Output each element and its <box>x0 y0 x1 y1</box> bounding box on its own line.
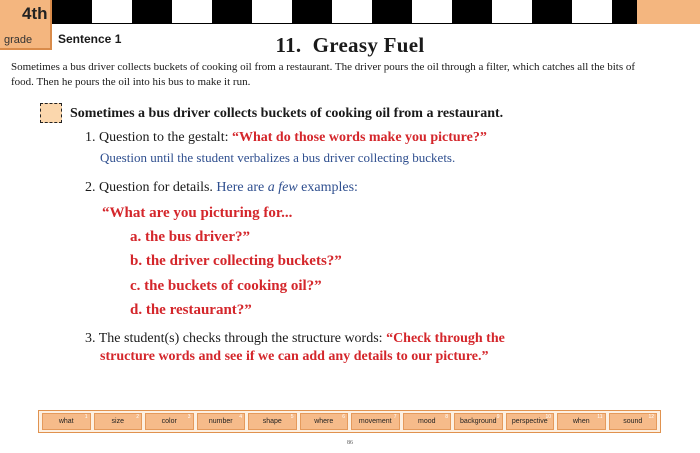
structure-word <box>557 413 606 430</box>
structure-word-number: 9 <box>496 414 500 420</box>
structure-word-label: perspective <box>511 418 548 425</box>
structure-word-label: color <box>161 418 177 425</box>
intro-paragraph: Sometimes a bus driver collects buckets of cooking oil from a restaurant. The driver pours the oil through a filter, which catches all the bits of food. Then he pours the oil into his bus to make it run. <box>11 61 636 88</box>
detail-text: the driver collecting buckets?” <box>145 253 342 269</box>
structure-word-label: what <box>58 418 74 425</box>
banner-end-block <box>636 0 700 24</box>
structure-word-label: where <box>314 418 334 425</box>
step-3-quote-line-2: structure words and see if we can add any details to our picture.” <box>100 349 489 364</box>
lead-checkbox[interactable] <box>40 103 62 123</box>
structure-word-label: mood <box>417 418 436 425</box>
structure-word-label: movement <box>358 418 392 425</box>
step-3 <box>85 331 505 347</box>
structure-word-number: 4 <box>239 414 242 420</box>
step-2-label: 2. Question for details. <box>85 180 213 195</box>
structure-word-label: background <box>459 418 497 425</box>
detail-text: the buckets of cooking oil?” <box>144 278 322 294</box>
structure-word-label: number <box>208 418 233 425</box>
structure-word <box>506 413 555 430</box>
page-title <box>0 33 700 58</box>
step-1-instruction: Question until the student verbalizes a bus driver collecting buckets. <box>100 150 456 165</box>
step-2 <box>85 180 358 196</box>
structure-word-number: 7 <box>393 414 397 420</box>
structure-word <box>197 413 246 430</box>
structure-word <box>609 413 658 430</box>
detail-question <box>130 302 252 319</box>
step-2-instruction <box>216 180 358 195</box>
structure-word <box>248 413 297 430</box>
detail-question <box>130 229 250 246</box>
structure-word <box>145 413 194 430</box>
page-number: 86 <box>347 440 353 446</box>
detail-letter: c. <box>130 278 141 294</box>
structure-word-label: size <box>111 418 124 425</box>
detail-text: the restaurant?” <box>145 302 252 318</box>
structure-word-number: 6 <box>342 414 345 420</box>
structure-word-number: 11 <box>597 414 603 420</box>
step-3-label: 3. The student(s) checks through the structure words: <box>85 331 383 346</box>
detail-question <box>130 253 342 270</box>
step-1-label: 1. Question to the gestalt: <box>85 130 229 145</box>
structure-words-bar <box>38 410 661 433</box>
step-1 <box>85 130 487 146</box>
detail-letter: b. <box>130 253 143 269</box>
structure-word-label: shape <box>262 418 282 425</box>
structure-word-number: 2 <box>136 414 139 420</box>
grade-number: 4th <box>22 4 48 23</box>
structure-word <box>300 413 349 430</box>
step-3-quote-line-1: “Check through the <box>386 331 505 346</box>
detail-letter: a. <box>130 229 142 245</box>
title-number: 11. <box>275 33 302 57</box>
detail-letter: d. <box>130 302 143 318</box>
sentence-label: Sentence 1 <box>58 32 122 46</box>
checkerboard-banner <box>52 0 700 24</box>
lead-sentence: Sometimes a bus driver collects buckets of cooking oil from a restaurant. <box>70 106 504 121</box>
step-2-instruction-emphasis: a few <box>267 180 298 195</box>
structure-word <box>454 413 503 430</box>
structure-word-number: 10 <box>545 414 551 420</box>
structure-word-number: 8 <box>445 414 448 420</box>
structure-word-number: 12 <box>648 414 654 420</box>
step-2-instruction-after: examples: <box>301 180 358 195</box>
structure-word-number: 5 <box>290 414 294 420</box>
structure-word-number: 1 <box>84 414 88 420</box>
structure-word <box>94 413 143 430</box>
title-text: Greasy Fuel <box>312 33 425 57</box>
step-2-quote: “What are you picturing for... <box>102 205 293 221</box>
grade-label: grade <box>4 34 33 46</box>
detail-question <box>130 278 322 295</box>
step-2-instruction-before: Here are <box>216 180 265 195</box>
structure-word <box>351 413 400 430</box>
detail-text: the bus driver?” <box>145 229 250 245</box>
structure-word <box>403 413 452 430</box>
step-1-quote: “What do those words make you picture?” <box>231 130 487 145</box>
structure-word-label: sound <box>623 418 643 425</box>
structure-word-number: 3 <box>187 414 191 420</box>
structure-word-label: when <box>572 418 590 425</box>
structure-word <box>42 413 91 430</box>
